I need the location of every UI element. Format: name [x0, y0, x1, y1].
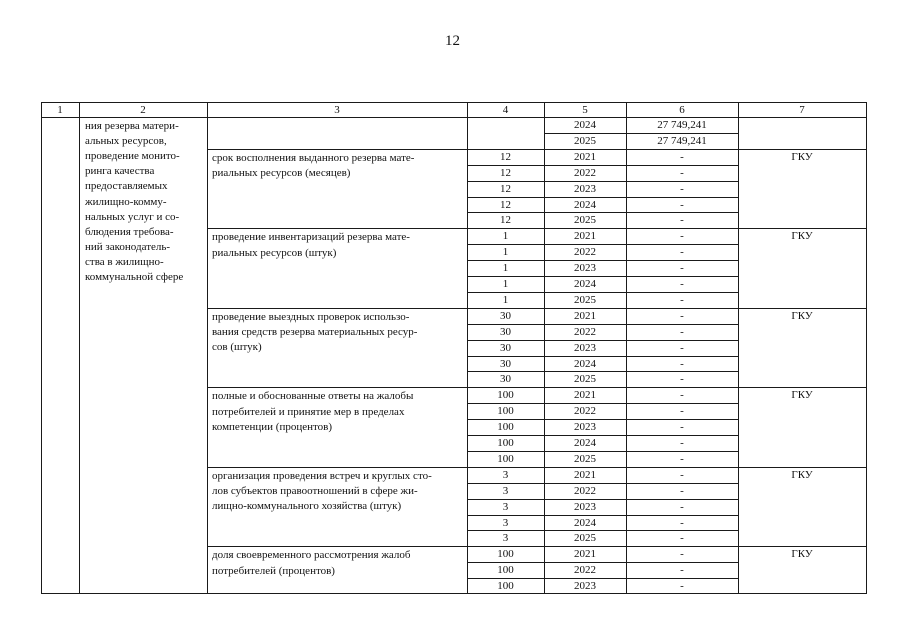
- amount-cell: -: [680, 437, 684, 449]
- amount-cell: -: [680, 151, 684, 163]
- year-cell: 2025: [574, 532, 596, 544]
- value-cell: 12: [500, 199, 511, 211]
- year-cell: 2024: [574, 199, 596, 211]
- table-bottom-border: [41, 593, 867, 594]
- value-cell: 100: [497, 437, 514, 449]
- indicator-text: организация проведения встреч и круглых сто-: [212, 470, 432, 482]
- header-cell-7: 7: [799, 104, 805, 116]
- description-line: ринга качества: [85, 165, 155, 177]
- amount-cell: -: [680, 246, 684, 258]
- year-cell: 2023: [574, 580, 596, 592]
- value-cell: 1: [502, 246, 509, 258]
- year-cell: 2025: [574, 135, 596, 147]
- amount-cell: -: [680, 262, 684, 274]
- year-cell: 2022: [574, 405, 596, 417]
- year-cell: 2024: [574, 358, 596, 370]
- indicator-text: полные и обоснованные ответы на жалобы: [212, 390, 414, 402]
- header-cell-1: 1: [57, 104, 63, 116]
- value-cell: 1: [502, 294, 509, 306]
- executor-cell: ГКУ: [791, 230, 813, 242]
- amount-cell: -: [680, 373, 684, 385]
- indicator-text: потребителей и принятие мер в пределах: [212, 406, 405, 418]
- value-cell: 100: [497, 453, 514, 465]
- value-cell: 3: [502, 517, 509, 529]
- year-cell: 2023: [574, 183, 596, 195]
- amount-cell: -: [680, 580, 684, 592]
- value-cell: 3: [502, 501, 509, 513]
- amount-cell: -: [680, 453, 684, 465]
- value-cell: 1: [502, 230, 509, 242]
- indicator-text: срок восполнения выданного резерва мате-: [212, 152, 415, 164]
- indicator-text: потребителей (процентов): [212, 565, 335, 577]
- description-line: проведение монито-: [85, 150, 180, 162]
- value-cell: 3: [502, 485, 509, 497]
- description-line: предоставляемых: [85, 180, 168, 192]
- column-border-6: [738, 102, 739, 594]
- indicator-text: лищно-коммунального хозяйства (штук): [212, 500, 402, 512]
- amount-cell: -: [680, 294, 684, 306]
- value-cell: 1: [502, 278, 509, 290]
- year-cell: 2022: [574, 326, 596, 338]
- header-cell-5: 5: [582, 104, 588, 116]
- amount-cell: -: [680, 214, 684, 226]
- value-cell: 100: [497, 580, 514, 592]
- amount-cell: -: [680, 564, 684, 576]
- value-cell: 12: [500, 151, 511, 163]
- year-cell: 2021: [574, 230, 596, 242]
- description-line: нальных услуг и со-: [85, 211, 180, 223]
- year-cell: 2025: [574, 453, 596, 465]
- description-line: блюдения требова-: [85, 226, 174, 238]
- year-cell: 2024: [574, 437, 596, 449]
- executor-cell: ГКУ: [791, 548, 813, 560]
- value-cell: 30: [500, 310, 511, 322]
- value-cell: 12: [500, 183, 511, 195]
- amount-cell: 27 749,241: [657, 135, 707, 147]
- amount-cell: -: [680, 532, 684, 544]
- year-cell: 2021: [574, 310, 596, 322]
- amount-cell: -: [680, 548, 684, 560]
- year-cell: 2025: [574, 373, 596, 385]
- value-cell: 100: [497, 421, 514, 433]
- year-cell: 2024: [574, 517, 596, 529]
- header-cell-2: 2: [140, 104, 146, 116]
- amount-cell: -: [680, 310, 684, 322]
- amount-cell: -: [680, 485, 684, 497]
- amount-cell: 27 749,241: [657, 119, 707, 131]
- amount-cell: -: [680, 405, 684, 417]
- value-cell: 30: [500, 358, 511, 370]
- page-number: 12: [445, 33, 460, 49]
- amount-cell: -: [680, 326, 684, 338]
- year-cell: 2024: [574, 278, 596, 290]
- value-cell: 100: [497, 389, 514, 401]
- amount-cell: -: [680, 230, 684, 242]
- description-line: ния резерва матери-: [85, 120, 179, 132]
- year-cell: 2022: [574, 564, 596, 576]
- description-line: альных ресурсов,: [85, 135, 167, 147]
- year-cell: 2023: [574, 501, 596, 513]
- year-cell: 2021: [574, 151, 596, 163]
- executor-cell: ГКУ: [791, 389, 813, 401]
- year-cell: 2023: [574, 262, 596, 274]
- column-border-1: [79, 102, 80, 594]
- year-cell: 2022: [574, 167, 596, 179]
- header-cell-6: 6: [679, 104, 685, 116]
- header-cell-3: 3: [334, 104, 340, 116]
- year-cell: 2021: [574, 548, 596, 560]
- indicator-text: сов (штук): [212, 341, 262, 353]
- header-cell-4: 4: [502, 104, 509, 116]
- executor-cell: ГКУ: [791, 469, 813, 481]
- indicator-text: риальных ресурсов (штук): [212, 247, 337, 259]
- value-cell: 100: [497, 405, 514, 417]
- indicator-text: проведение инвентаризаций резерва мате-: [212, 231, 410, 243]
- amount-cell: -: [680, 358, 684, 370]
- value-cell: 1: [502, 262, 509, 274]
- year-cell: 2025: [574, 214, 596, 226]
- year-cell: 2023: [574, 342, 596, 354]
- column-border-7: [866, 102, 867, 594]
- value-cell: 12: [500, 167, 511, 179]
- value-cell: 12: [500, 214, 511, 226]
- amount-cell: -: [680, 183, 684, 195]
- year-cell: 2024: [574, 119, 596, 131]
- amount-cell: -: [680, 342, 684, 354]
- amount-cell: -: [680, 421, 684, 433]
- value-cell: 100: [497, 564, 514, 576]
- indicator-text: риальных ресурсов (месяцев): [212, 167, 351, 179]
- amount-cell: -: [680, 278, 684, 290]
- amount-cell: -: [680, 517, 684, 529]
- indicator-text: компетенции (процентов): [212, 421, 333, 433]
- value-cell: 3: [502, 469, 509, 481]
- value-cell: 3: [502, 532, 509, 544]
- indicator-text: вания средств резерва материальных ресур-: [212, 326, 418, 338]
- year-cell: 2023: [574, 421, 596, 433]
- year-cell: 2025: [574, 294, 596, 306]
- description-line: жилищно-комму-: [85, 196, 167, 208]
- year-cell: 2021: [574, 389, 596, 401]
- executor-cell: ГКУ: [791, 151, 813, 163]
- description-line: коммунальной сфере: [85, 271, 184, 283]
- column-border-0: [41, 102, 42, 594]
- amount-cell: -: [680, 501, 684, 513]
- value-cell: 30: [500, 342, 511, 354]
- value-cell: 30: [500, 373, 511, 385]
- description-line: ний законодатель-: [85, 241, 171, 253]
- year-cell: 2021: [574, 469, 596, 481]
- value-cell: 30: [500, 326, 511, 338]
- amount-cell: -: [680, 199, 684, 211]
- indicator-text: доля своевременного рассмотрения жалоб: [212, 549, 411, 561]
- indicator-text: проведение выездных проверок использо-: [212, 311, 410, 323]
- value-cell: 100: [497, 548, 514, 560]
- year-cell: 2022: [574, 485, 596, 497]
- indicator-text: лов субъектов правоотношений в сфере жи-: [212, 485, 418, 497]
- amount-cell: -: [680, 469, 684, 481]
- amount-cell: -: [680, 389, 684, 401]
- column-border-2: [207, 102, 208, 594]
- year-cell: 2022: [574, 246, 596, 258]
- description-line: ства в жилищно-: [85, 256, 164, 268]
- executor-cell: ГКУ: [791, 310, 813, 322]
- amount-cell: -: [680, 167, 684, 179]
